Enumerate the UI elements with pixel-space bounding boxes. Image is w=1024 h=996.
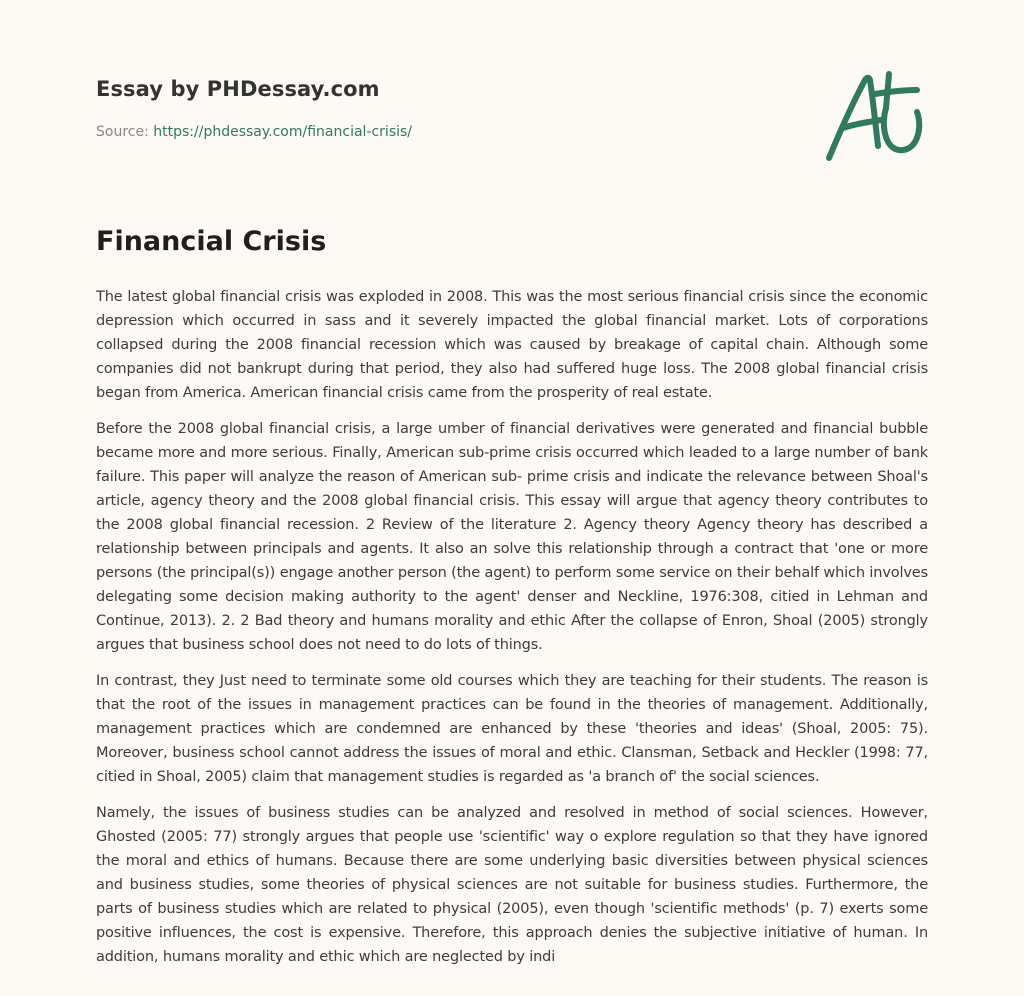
paragraph: In contrast, they Just need to terminate some old courses which they are teaching for their students. The reason is that the root of the issues in management practices can be found in the theories of management. Additionally, management practices which are condemned are enhanced by these 'theories and ideas' (Shoal, 2005: 75). Moreover, business school cannot address the issues of moral and ethic. Clansman, Setback and Heckler (1998: 77, citied in Shoal, 2005) claim that management studies is regarded as 'a branch of' the social sciences. [96,673,928,785]
source-label: Source: [96,124,149,140]
essay-body [96,285,928,981]
a-plus-logo-icon [825,68,927,164]
site-brand: Essay by PHDessay.com [96,77,380,101]
paragraph: Before the 2008 global financial crisis, a large umber of financial derivatives were generated and financial bubble became more and more serious. Finally, American sub-prime crisis occurred which leaded to a large number of bank failure. This paper will analyze the reason of American sub- prime crisis and indicate the relevance between Shoal's article, agency theory and the 2008 global financial crisis. This essay will argue that agency theory contributes to the 2008 global financial recession. 2 Review of the literature 2. Agency theory Agency theory has described a relationship between principals and agents. It also an solve this relationship through a contract that 'one or more persons (the principal(s)) engage another person (the agent) to perform some service on their behalf which involves delegating some decision making authority to the agent' denser and Neckline, 1976:308, citied in Lehman and Continue, 2013). 2. 2 Bad theory and humans morality and ethic After the collapse of Enron, Shoal (2005) strongly argues that business school does not need to do lots of things. [96,421,928,653]
essay-title: Financial Crisis [96,226,327,257]
source-line [96,124,412,140]
paragraph: Namely, the issues of business studies can be analyzed and resolved in method of social sciences. However, Ghosted (2005: 77) strongly argues that people use 'scientific' way o explore regulation so that they have ignored the moral and ethics of humans. Because there are some underlying basic diversities between physical sciences and business studies, some theories of physical sciences are not suitable for business studies. Furthermore, the parts of business studies which are related to physical (2005), even though 'scientific methods' (p. 7) exerts some positive influences, the cost is expensive. Therefore, this approach denies the subjective initiative of human. In addition, humans morality and ethic which are neglected by indi [96,805,928,965]
paragraph: The latest global financial crisis was exploded in 2008. This was the most serious financial crisis since the economic depression which occurred in sass and it severely impacted the global financial market. Lots of corporations collapsed during the 2008 financial recession which was caused by breakage of capital chain. Although some companies did not bankrupt during that period, they also had suffered huge loss. The 2008 global financial crisis began from America. American financial crisis came from the prosperity of real estate. [96,289,928,401]
essay-page [96,0,928,996]
source-link[interactable]: https://phdessay.com/financial-crisis/ [153,124,413,140]
